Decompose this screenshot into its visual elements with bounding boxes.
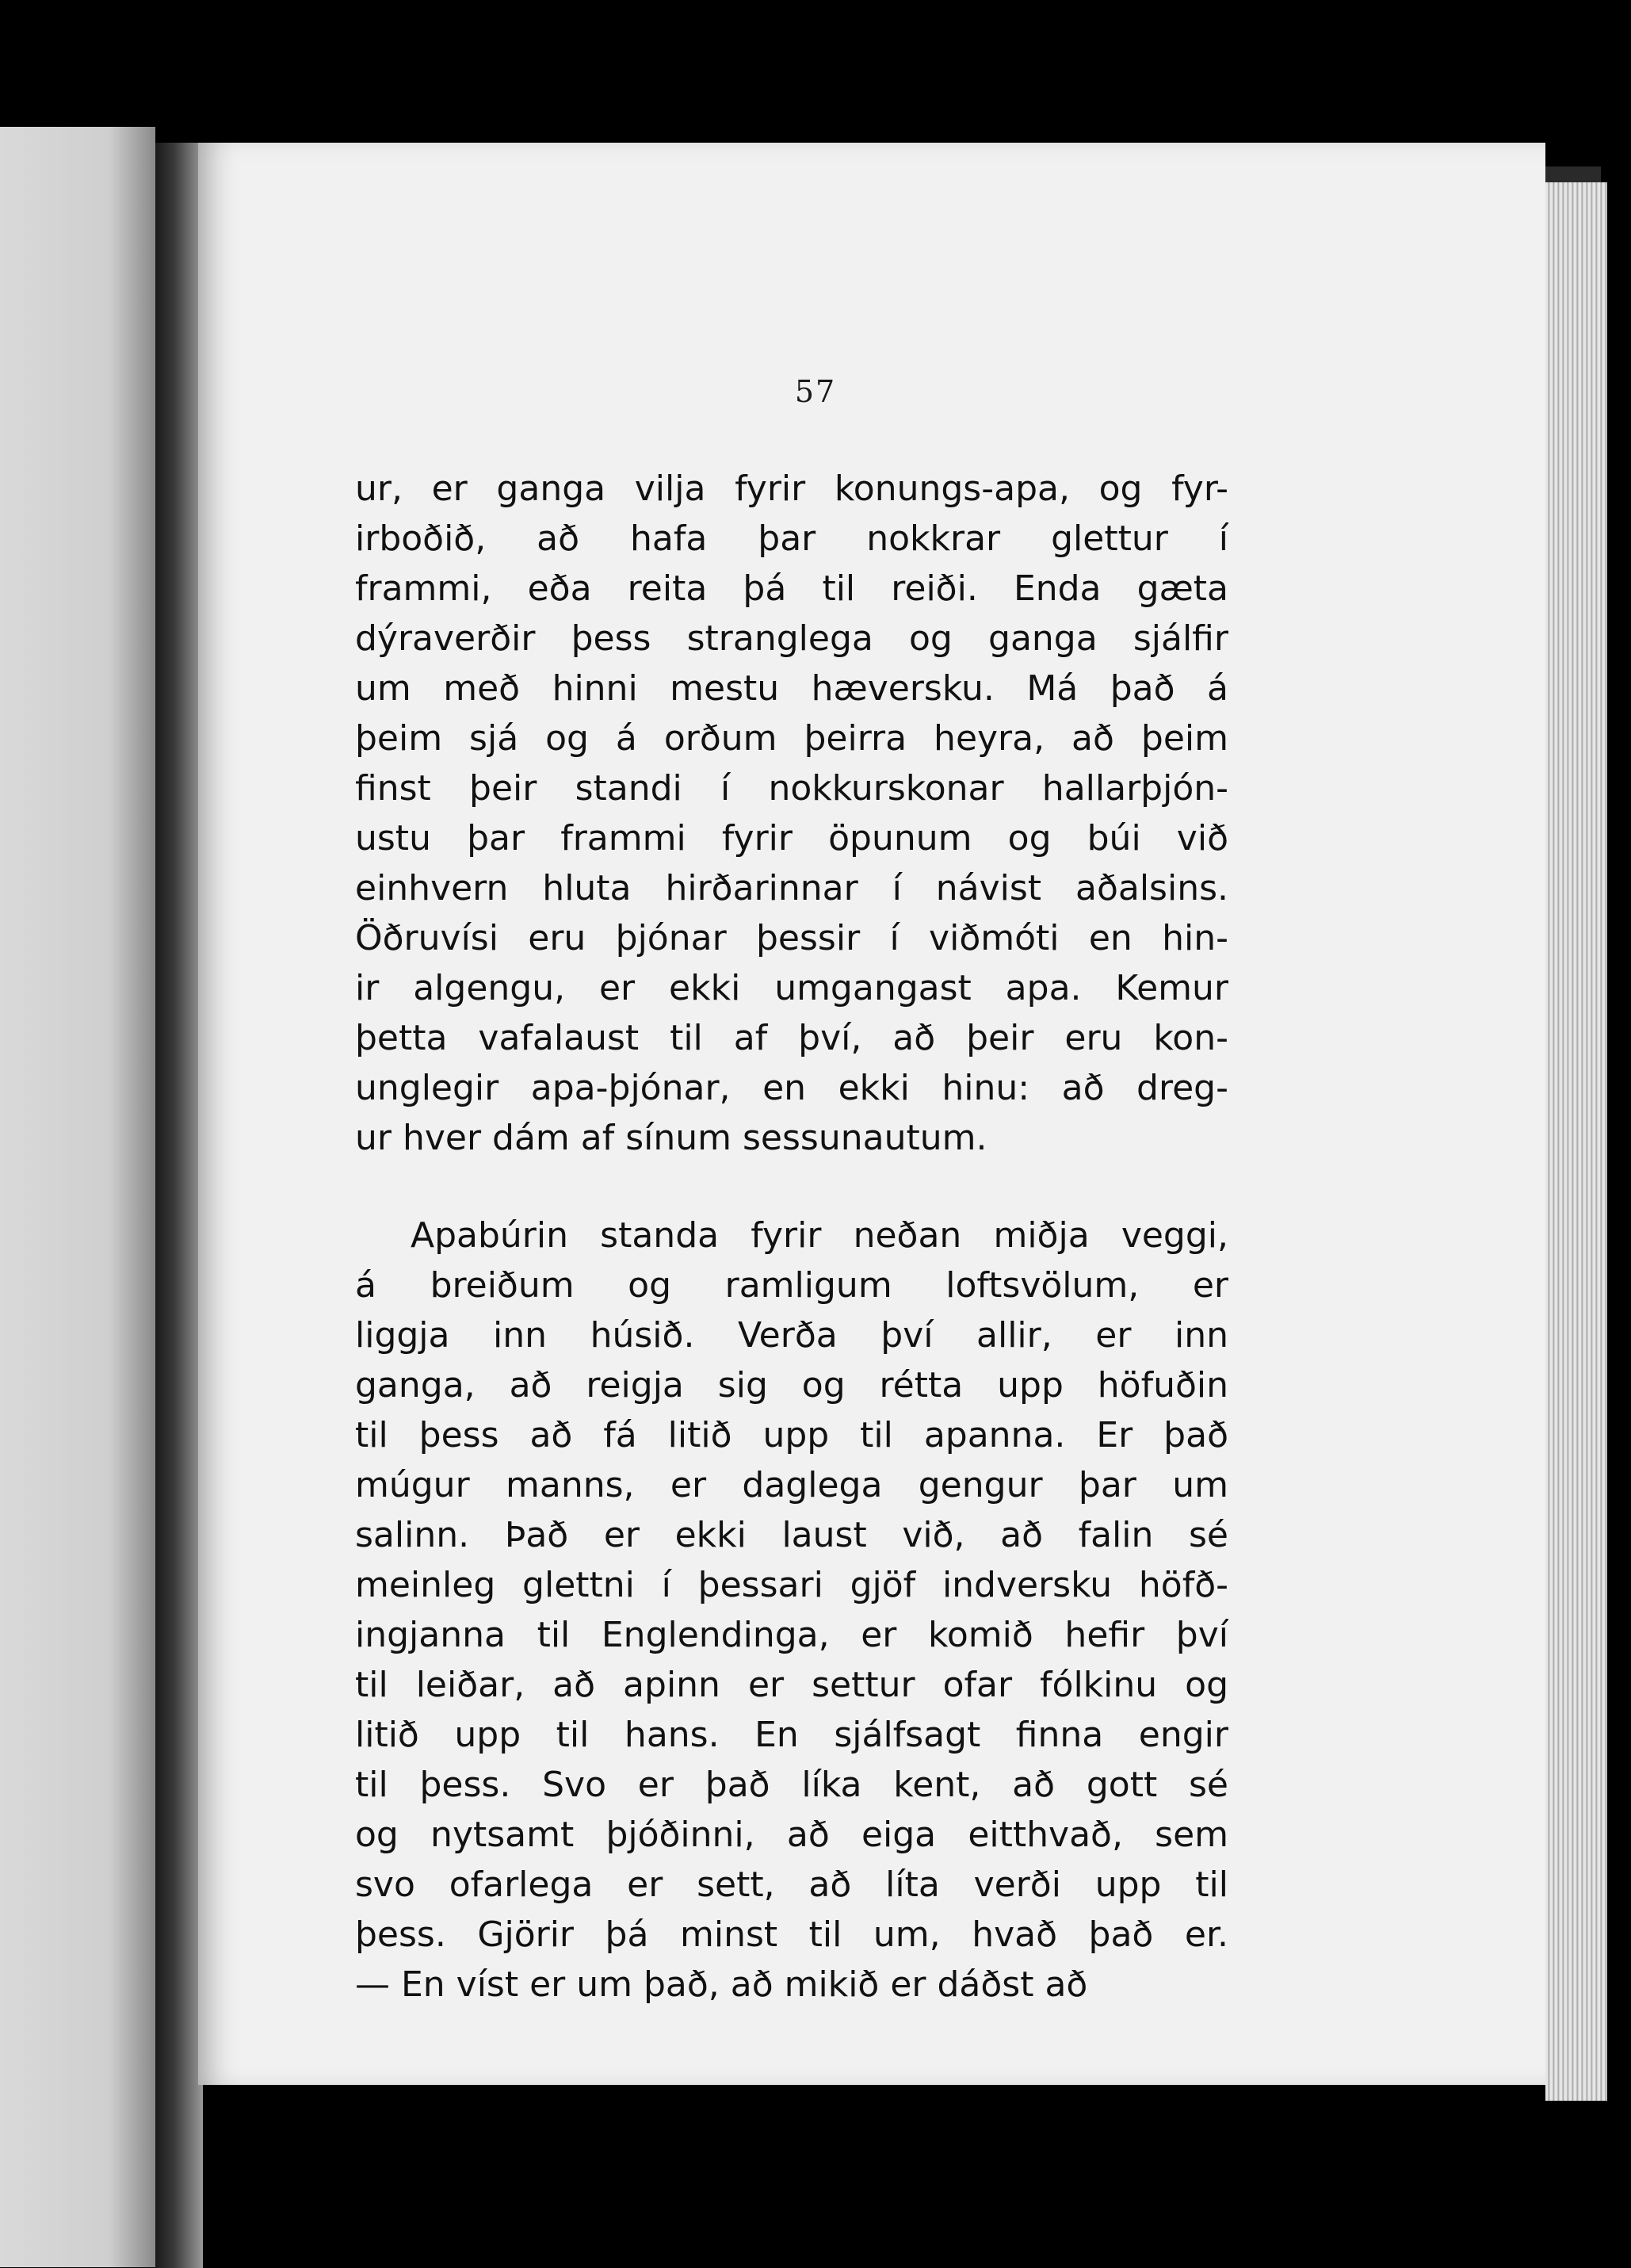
text-line: ur hver dám af sínum sessunautum.: [355, 1118, 987, 1158]
text-line: ganga, að reigja sig og rétta upp höfuðin: [355, 1365, 1228, 1406]
book-gutter-shadow: [155, 143, 203, 2268]
text-line: svo ofarlega er sett, að líta verði upp til: [355, 1865, 1228, 1905]
text-line: til þess að fá litið upp til apanna. Er það: [355, 1415, 1228, 1455]
paragraph-2: [355, 1210, 1228, 2010]
text-line: frammi, eða reita þá til reiði. Enda gæta: [355, 568, 1228, 609]
text-line: Öðruvísi eru þjónar þessir í viðmóti en hin-: [355, 918, 1228, 958]
text-line: þeim sjá og á orðum þeirra heyra, að þeim: [355, 718, 1228, 759]
text-line: unglegir apa-þjónar, en ekki hinu: að dreg-: [355, 1068, 1228, 1108]
body-text: [355, 464, 1228, 2010]
page-number: 57: [794, 374, 837, 409]
text-line: — En víst er um það, að mikið er dáðst að: [355, 1964, 1088, 2005]
text-line: irboðið, að hafa þar nokkrar glettur í: [355, 518, 1228, 559]
text-line: ur, er ganga vilja fyrir konungs-apa, og fyr-: [355, 469, 1228, 509]
text-line: liggja inn húsið. Verða því allir, er inn: [355, 1315, 1228, 1356]
text-line: múgur manns, er daglega gengur þar um: [355, 1465, 1228, 1505]
text-line: ingjanna til Englendinga, er komið hefir því: [355, 1615, 1228, 1655]
text-line: á breiðum og ramligum loftsvölum, er: [355, 1265, 1228, 1306]
text-line: um með hinni mestu hæversku. Má það á: [355, 668, 1228, 709]
text-line: ustu þar frammi fyrir öpunum og búi við: [355, 818, 1228, 859]
left-facing-page-edge: [0, 127, 155, 2267]
text-line: dýraverðir þess stranglega og ganga sjálfir: [355, 618, 1228, 659]
text-line: einhvern hluta hirðarinnar í návist aðalsins.: [355, 868, 1228, 908]
page-stack-edges: [1545, 182, 1607, 2101]
text-line: til leiðar, að apinn er settur ofar fólkinu og: [355, 1665, 1228, 1705]
text-line: þess. Gjörir þá minst til um, hvað það er.: [355, 1914, 1228, 1955]
text-line: til þess. Svo er það líka kent, að gott sé: [355, 1765, 1228, 1805]
text-line: þetta vafalaust til af því, að þeir eru kon-: [355, 1018, 1228, 1058]
text-line: salinn. Það er ekki laust við, að falin sé: [355, 1515, 1228, 1555]
text-line: og nytsamt þjóðinni, að eiga eitthvað, sem: [355, 1815, 1228, 1855]
text-line: finst þeir standi í nokkurskonar hallarþjón-: [355, 768, 1228, 809]
text-line: meinleg glettni í þessari gjöf indversku höfð-: [355, 1565, 1228, 1605]
text-line: litið upp til hans. En sjálfsagt finna engir: [355, 1715, 1228, 1755]
text-line: ir algengu, er ekki umgangast apa. Kemur: [355, 968, 1228, 1008]
paragraph-1: [355, 464, 1228, 1163]
text-line: Apabúrin standa fyrir neðan miðja veggi,: [411, 1215, 1228, 1256]
